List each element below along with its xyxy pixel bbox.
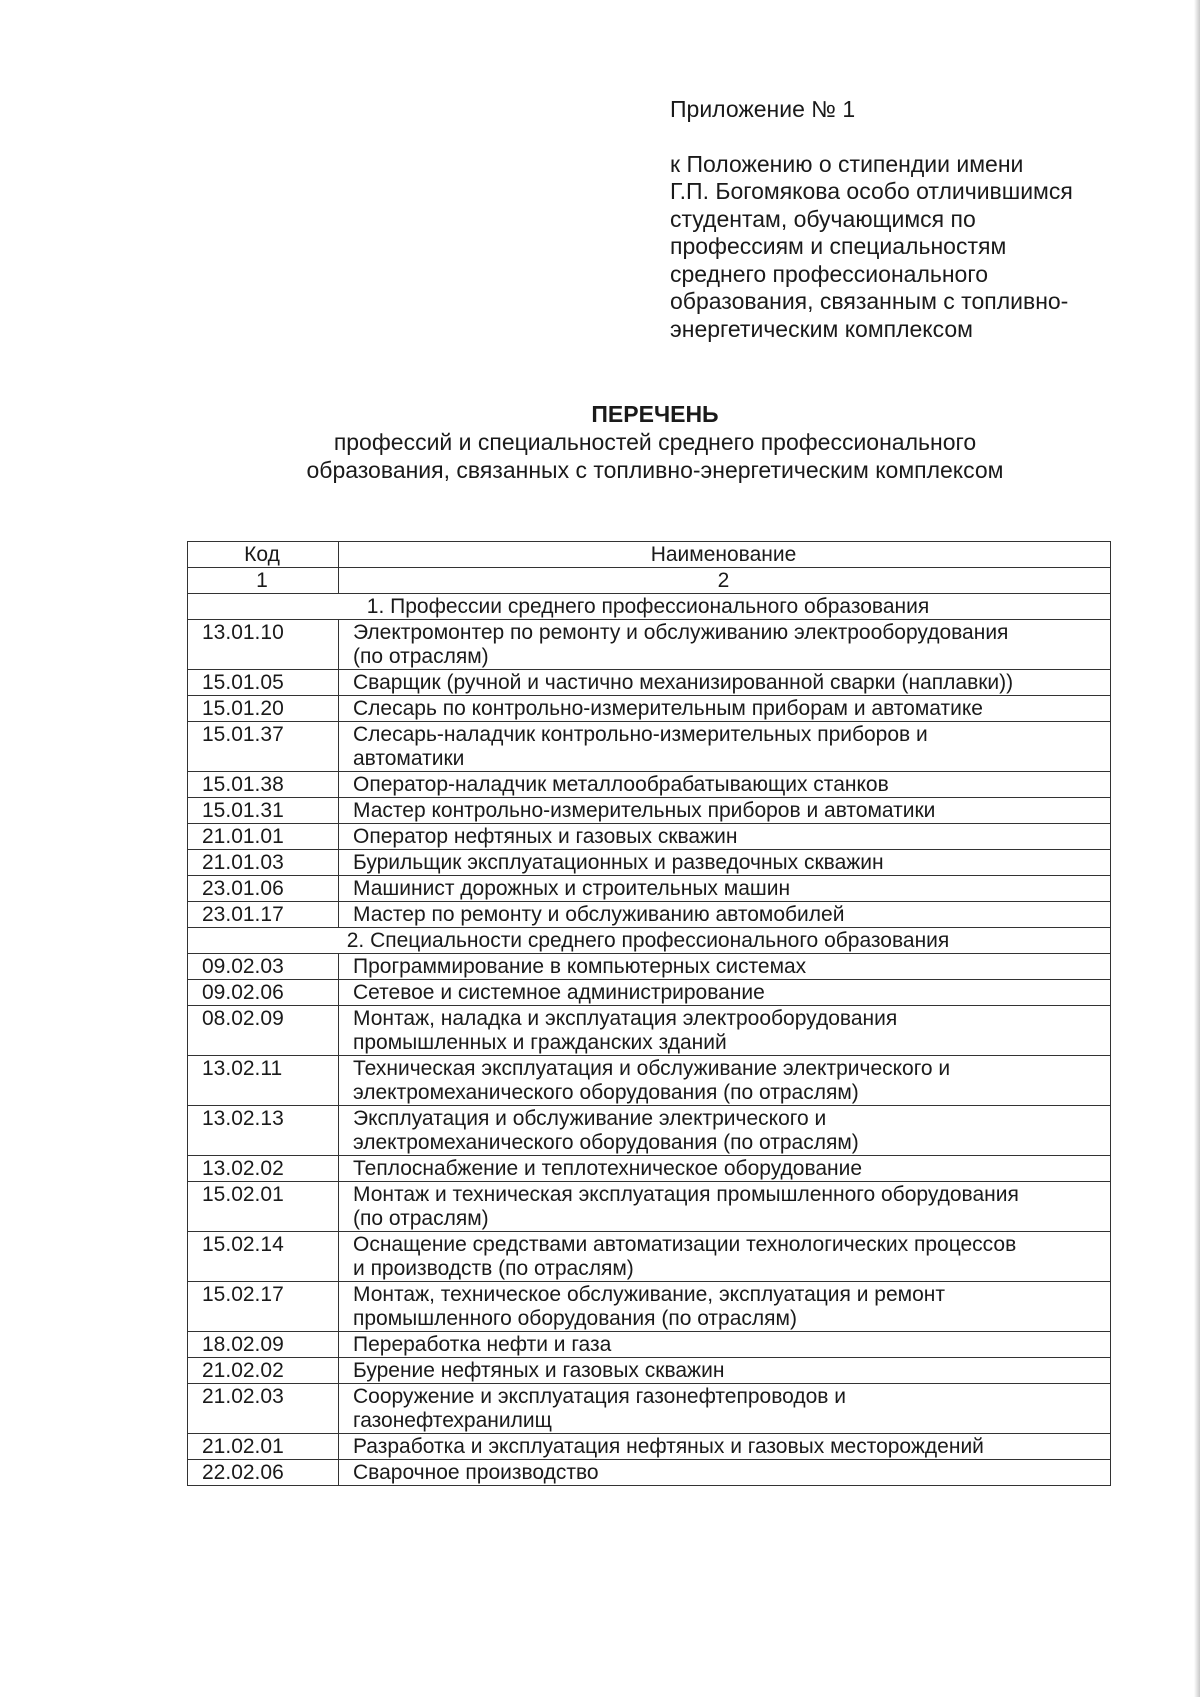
professions-table	[187, 541, 1111, 1486]
section-title: 1. Профессии среднего профессионального образования	[188, 594, 1111, 620]
appendix-text	[670, 151, 1140, 344]
row-code: 09.02.06	[188, 980, 339, 1006]
row-name-line: Теплоснабжение и теплотехническое оборудование	[353, 1157, 863, 1180]
row-code: 18.02.09	[188, 1332, 339, 1358]
row-code: 13.02.02	[188, 1156, 339, 1182]
header-code: Код	[188, 542, 339, 568]
table-row	[188, 850, 1111, 876]
row-name-line: Переработка нефти и газа	[353, 1333, 612, 1356]
row-name	[339, 1332, 1111, 1358]
section-title: 2. Специальности среднего профессионального образования	[188, 928, 1111, 954]
table-row	[188, 954, 1111, 980]
table-row	[188, 1434, 1111, 1460]
row-name-line: Слесарь-наладчик контрольно-измерительных приборов и	[353, 723, 928, 746]
row-name-line: (по отраслям)	[353, 1207, 489, 1230]
table-row	[188, 620, 1111, 670]
row-name-line: Бурение нефтяных и газовых скважин	[353, 1359, 725, 1382]
row-code: 13.02.13	[188, 1106, 339, 1156]
row-name-line: Слесарь по контрольно-измерительным приборам и автоматике	[353, 697, 983, 720]
table-header-row	[188, 542, 1111, 568]
row-name	[339, 876, 1111, 902]
table-row	[188, 1006, 1111, 1056]
table-row	[188, 876, 1111, 902]
row-name-line: Бурильщик эксплуатационных и разведочных скважин	[353, 851, 884, 874]
row-name-line: промышленных и гражданских зданий	[353, 1031, 727, 1054]
table-row	[188, 1332, 1111, 1358]
table-row	[188, 670, 1111, 696]
row-name-line: Оператор нефтяных и газовых скважин	[353, 825, 738, 848]
row-name	[339, 1106, 1111, 1156]
table-row	[188, 902, 1111, 928]
row-code: 23.01.06	[188, 876, 339, 902]
row-name	[339, 1460, 1111, 1486]
row-code: 15.01.31	[188, 798, 339, 824]
table-row	[188, 1358, 1111, 1384]
table-row	[188, 824, 1111, 850]
row-code: 15.02.01	[188, 1182, 339, 1232]
row-name-line: Программирование в компьютерных системах	[353, 955, 807, 978]
row-name	[339, 824, 1111, 850]
row-code: 13.01.10	[188, 620, 339, 670]
column-number-1: 1	[188, 568, 339, 594]
row-code: 15.01.37	[188, 722, 339, 772]
appendix-text-line: энергетическим комплексом	[670, 315, 973, 342]
document-title: ПЕРЕЧЕНЬ	[591, 401, 719, 427]
row-name-line: Разработка и эксплуатация нефтяных и газовых месторождений	[353, 1435, 984, 1458]
row-name	[339, 772, 1111, 798]
table-row	[188, 1182, 1111, 1232]
column-number-2: 2	[339, 568, 1111, 594]
table-row	[188, 772, 1111, 798]
appendix-text-line: к Положению о стипендии имени	[670, 150, 1024, 177]
row-name-line: Сетевое и системное администрирование	[353, 981, 765, 1004]
table-row	[188, 798, 1111, 824]
table-row	[188, 1106, 1111, 1156]
appendix-text-line: Г.П. Богомякова особо отличившимся	[670, 178, 1073, 204]
table-row	[188, 1232, 1111, 1282]
table-row	[188, 1056, 1111, 1106]
row-name	[339, 980, 1111, 1006]
row-code: 13.02.11	[188, 1056, 339, 1106]
row-name	[339, 1434, 1111, 1460]
document-subtitle	[180, 428, 1130, 484]
table-row	[188, 1282, 1111, 1332]
row-name-line: и производств (по отраслям)	[353, 1257, 634, 1280]
appendix-text-line: образования, связанным с топливно-	[670, 288, 1069, 314]
appendix-block	[670, 96, 1140, 343]
row-code: 21.01.03	[188, 850, 339, 876]
row-code: 15.01.20	[188, 696, 339, 722]
subtitle-line: профессий и специальностей среднего профессионального	[333, 429, 977, 455]
row-name	[339, 1384, 1111, 1434]
row-name	[339, 696, 1111, 722]
row-name	[339, 1232, 1111, 1282]
row-code: 15.02.14	[188, 1232, 339, 1282]
row-name-line: Электромонтер по ремонту и обслуживанию электрооборудования	[353, 621, 1009, 644]
section-row	[188, 594, 1111, 620]
row-code: 21.01.01	[188, 824, 339, 850]
table-row	[188, 1384, 1111, 1434]
row-name-line: Машинист дорожных и строительных машин	[353, 877, 791, 900]
table-row	[188, 980, 1111, 1006]
row-name	[339, 1006, 1111, 1056]
row-name-line: Сварщик (ручной и частично механизированной сварки (наплавки))	[353, 671, 1014, 694]
row-name-line: электромеханического оборудования (по отраслям)	[353, 1081, 859, 1104]
row-name-line: Оснащение средствами автоматизации технологических процессов	[353, 1233, 1017, 1256]
appendix-text-line: студентам, обучающимся по	[670, 205, 976, 232]
appendix-text-line: среднего профессионального	[670, 260, 989, 287]
row-name-line: Техническая эксплуатация и обслуживание электрического и	[353, 1057, 951, 1080]
row-name	[339, 1282, 1111, 1332]
row-name-line: Мастер по ремонту и обслуживанию автомобилей	[353, 903, 845, 926]
row-name	[339, 902, 1111, 928]
row-code: 15.01.38	[188, 772, 339, 798]
row-name-line: Монтаж и техническая эксплуатация промышленного оборудования	[353, 1183, 1019, 1206]
row-name	[339, 670, 1111, 696]
row-name	[339, 954, 1111, 980]
row-code: 23.01.17	[188, 902, 339, 928]
document-heading	[180, 400, 1130, 484]
appendix-number: Приложение № 1	[670, 96, 856, 122]
row-name	[339, 620, 1111, 670]
row-name	[339, 1358, 1111, 1384]
page-edge-shadow	[1194, 0, 1200, 1697]
row-name-line: Мастер контрольно-измерительных приборов и автоматики	[353, 799, 936, 822]
row-name-line: электромеханического оборудования (по отраслям)	[353, 1131, 859, 1154]
row-name-line: Сварочное производство	[353, 1461, 599, 1484]
row-name	[339, 1182, 1111, 1232]
row-name	[339, 1056, 1111, 1106]
table-row	[188, 1460, 1111, 1486]
row-name-line: промышленного оборудования (по отраслям)	[353, 1307, 797, 1330]
header-name: Наименование	[339, 542, 1111, 568]
row-name-line: Эксплуатация и обслуживание электрического и	[353, 1107, 827, 1130]
appendix-text-line: профессиям и специальностям	[670, 233, 1007, 259]
row-code: 15.01.05	[188, 670, 339, 696]
row-name-line: Монтаж, техническое обслуживание, эксплуатация и ремонт	[353, 1283, 945, 1306]
row-code: 21.02.01	[188, 1434, 339, 1460]
table-column-numbers-row	[188, 568, 1111, 594]
row-name-line: автоматики	[353, 747, 465, 770]
row-code: 08.02.09	[188, 1006, 339, 1056]
row-name	[339, 798, 1111, 824]
table-row	[188, 722, 1111, 772]
row-name-line: (по отраслям)	[353, 645, 489, 668]
section-row	[188, 928, 1111, 954]
row-code: 21.02.03	[188, 1384, 339, 1434]
row-name-line: Оператор-наладчик металлообрабатывающих станков	[353, 773, 889, 796]
row-name	[339, 722, 1111, 772]
row-name-line: Сооружение и эксплуатация газонефтепроводов и	[353, 1385, 846, 1408]
row-code: 09.02.03	[188, 954, 339, 980]
row-code: 21.02.02	[188, 1358, 339, 1384]
row-code: 15.02.17	[188, 1282, 339, 1332]
row-name-line: Монтаж, наладка и эксплуатация электрооборудования	[353, 1007, 898, 1030]
table-row	[188, 1156, 1111, 1182]
row-code: 22.02.06	[188, 1460, 339, 1486]
subtitle-line: образования, связанных с топливно-энергетическим комплексом	[306, 457, 1004, 483]
row-name-line: газонефтехранилищ	[353, 1409, 552, 1432]
row-name	[339, 1156, 1111, 1182]
row-name	[339, 850, 1111, 876]
table-row	[188, 696, 1111, 722]
